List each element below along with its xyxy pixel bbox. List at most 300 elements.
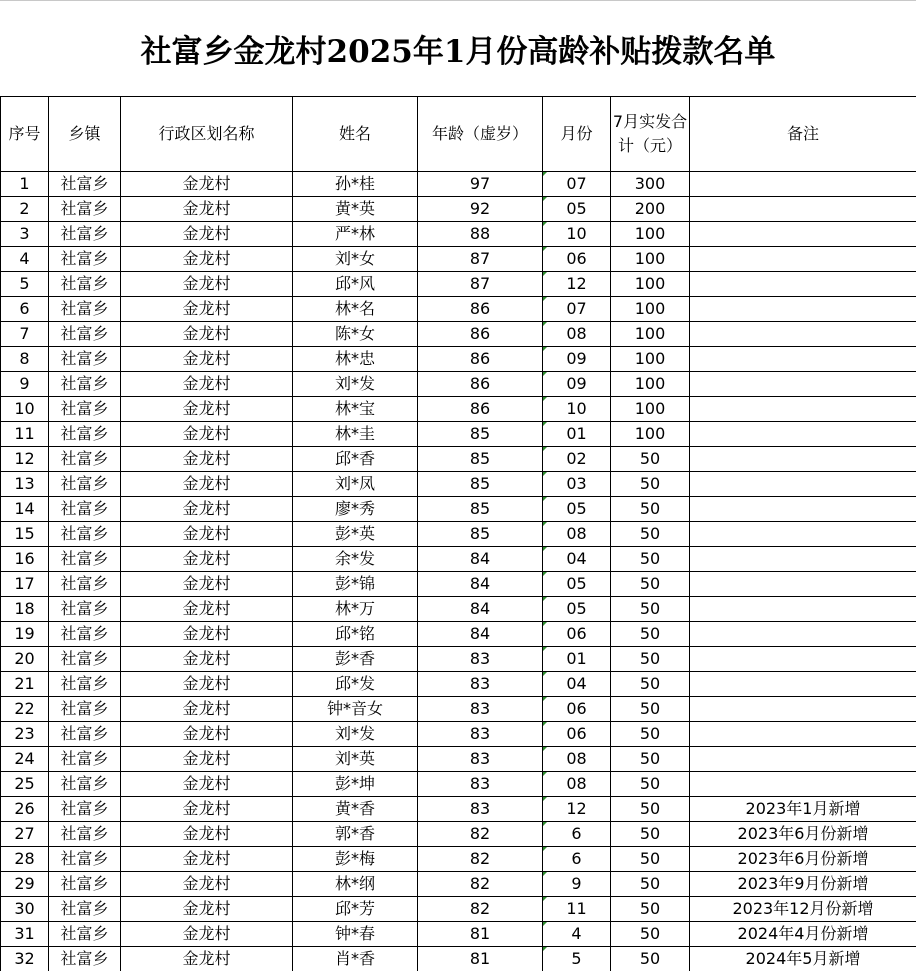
cell-district[interactable]: 金龙村 (121, 197, 293, 222)
table-row (1, 797, 916, 822)
cell-name[interactable]: 钟*春 (293, 922, 418, 947)
table-row (1, 872, 916, 897)
cell-name[interactable]: 林*圭 (293, 422, 418, 447)
cell-seq[interactable]: 28 (1, 847, 49, 872)
cell-district[interactable]: 金龙村 (121, 347, 293, 372)
cell-month[interactable]: 03 (543, 472, 611, 497)
cell-seq[interactable]: 27 (1, 822, 49, 847)
cell-seq[interactable]: 23 (1, 722, 49, 747)
cell-age[interactable]: 81 (418, 922, 543, 947)
cell-town[interactable]: 社富乡 (49, 697, 121, 722)
cell-month[interactable]: 9 (543, 872, 611, 897)
cell-month[interactable]: 05 (543, 572, 611, 597)
cell-town[interactable]: 社富乡 (49, 197, 121, 222)
cell-district[interactable]: 金龙村 (121, 872, 293, 897)
cell-age[interactable]: 83 (418, 672, 543, 697)
cell-amount[interactable]: 50 (611, 547, 690, 572)
cell-remark[interactable] (690, 422, 916, 447)
cell-age[interactable]: 85 (418, 472, 543, 497)
cell-district[interactable]: 金龙村 (121, 597, 293, 622)
cell-seq[interactable]: 11 (1, 422, 49, 447)
cell-amount[interactable]: 50 (611, 797, 690, 822)
cell-amount[interactable]: 50 (611, 522, 690, 547)
cell-month[interactable]: 4 (543, 922, 611, 947)
cell-name[interactable]: 郭*香 (293, 822, 418, 847)
cell-remark[interactable]: 2023年1月新增 (690, 797, 916, 822)
cell-age[interactable]: 83 (418, 722, 543, 747)
cell-remark[interactable] (690, 497, 916, 522)
cell-district[interactable]: 金龙村 (121, 422, 293, 447)
table-row (1, 472, 916, 497)
cell-remark[interactable] (690, 247, 916, 272)
cell-month[interactable]: 08 (543, 522, 611, 547)
cell-district[interactable]: 金龙村 (121, 547, 293, 572)
cell-amount[interactable]: 50 (611, 622, 690, 647)
table-row (1, 372, 916, 397)
cell-town[interactable]: 社富乡 (49, 597, 121, 622)
page-title: 社富乡金龙村2025年1月份高龄补贴拨款名单 (140, 33, 776, 70)
header-remark[interactable]: 备注 (690, 97, 916, 172)
cell-district[interactable]: 金龙村 (121, 697, 293, 722)
cell-name[interactable]: 肖*香 (293, 947, 418, 972)
cell-remark[interactable] (690, 372, 916, 397)
cell-age[interactable]: 97 (418, 172, 543, 197)
cell-seq[interactable]: 32 (1, 947, 49, 972)
cell-seq[interactable]: 14 (1, 497, 49, 522)
cell-month[interactable]: 05 (543, 197, 611, 222)
cell-district[interactable]: 金龙村 (121, 322, 293, 347)
cell-age[interactable]: 85 (418, 522, 543, 547)
cell-district[interactable]: 金龙村 (121, 797, 293, 822)
cell-remark[interactable] (690, 347, 916, 372)
cell-name[interactable]: 彭*坤 (293, 772, 418, 797)
cell-remark[interactable] (690, 572, 916, 597)
table-row (1, 422, 916, 447)
cell-district[interactable]: 金龙村 (121, 747, 293, 772)
cell-district[interactable]: 金龙村 (121, 297, 293, 322)
cell-town[interactable]: 社富乡 (49, 897, 121, 922)
cell-seq[interactable]: 25 (1, 772, 49, 797)
cell-remark[interactable] (690, 747, 916, 772)
cell-remark[interactable] (690, 472, 916, 497)
header-month[interactable]: 月份 (543, 97, 611, 172)
cell-town[interactable]: 社富乡 (49, 747, 121, 772)
cell-name[interactable]: 余*发 (293, 547, 418, 572)
cell-age[interactable]: 87 (418, 272, 543, 297)
cell-amount[interactable]: 50 (611, 922, 690, 947)
cell-age[interactable]: 85 (418, 422, 543, 447)
cell-seq[interactable]: 26 (1, 797, 49, 822)
cell-district[interactable]: 金龙村 (121, 397, 293, 422)
cell-month[interactable]: 01 (543, 422, 611, 447)
cell-amount[interactable]: 100 (611, 322, 690, 347)
cell-age[interactable]: 84 (418, 547, 543, 572)
cell-amount[interactable]: 50 (611, 572, 690, 597)
cell-seq[interactable]: 13 (1, 472, 49, 497)
cell-town[interactable]: 社富乡 (49, 672, 121, 697)
cell-seq[interactable]: 4 (1, 247, 49, 272)
cell-seq[interactable]: 2 (1, 197, 49, 222)
table-row (1, 272, 916, 297)
cell-seq[interactable]: 31 (1, 922, 49, 947)
table-row (1, 772, 916, 797)
cell-amount[interactable]: 50 (611, 497, 690, 522)
cell-town[interactable]: 社富乡 (49, 272, 121, 297)
cell-name[interactable]: 钟*音女 (293, 697, 418, 722)
cell-seq[interactable]: 3 (1, 222, 49, 247)
cell-town[interactable]: 社富乡 (49, 947, 121, 972)
cell-age[interactable]: 83 (418, 747, 543, 772)
cell-amount[interactable]: 50 (611, 647, 690, 672)
cell-month[interactable]: 6 (543, 847, 611, 872)
cell-amount[interactable]: 50 (611, 722, 690, 747)
cell-town[interactable]: 社富乡 (49, 297, 121, 322)
cell-town[interactable]: 社富乡 (49, 472, 121, 497)
cell-seq[interactable]: 24 (1, 747, 49, 772)
cell-month[interactable]: 06 (543, 722, 611, 747)
cell-remark[interactable] (690, 447, 916, 472)
header-name[interactable]: 姓名 (293, 97, 418, 172)
cell-remark[interactable]: 2023年6月份新增 (690, 847, 916, 872)
cell-age[interactable]: 84 (418, 597, 543, 622)
cell-name[interactable]: 刘*凤 (293, 472, 418, 497)
cell-name[interactable]: 林*名 (293, 297, 418, 322)
cell-district[interactable]: 金龙村 (121, 172, 293, 197)
cell-amount[interactable]: 50 (611, 822, 690, 847)
cell-seq[interactable]: 19 (1, 622, 49, 647)
cell-name[interactable]: 刘*女 (293, 247, 418, 272)
cell-age[interactable]: 85 (418, 497, 543, 522)
cell-name[interactable]: 刘*发 (293, 372, 418, 397)
cell-age[interactable]: 86 (418, 372, 543, 397)
cell-seq[interactable]: 15 (1, 522, 49, 547)
cell-month[interactable]: 01 (543, 647, 611, 672)
table-row (1, 622, 916, 647)
cell-town[interactable]: 社富乡 (49, 322, 121, 347)
cell-amount[interactable]: 50 (611, 697, 690, 722)
cell-remark[interactable] (690, 322, 916, 347)
cell-district[interactable]: 金龙村 (121, 722, 293, 747)
cell-name[interactable]: 彭*梅 (293, 847, 418, 872)
header-seq[interactable]: 序号 (1, 97, 49, 172)
cell-age[interactable]: 86 (418, 397, 543, 422)
cell-month[interactable]: 08 (543, 772, 611, 797)
cell-month[interactable]: 05 (543, 497, 611, 522)
cell-month[interactable]: 10 (543, 222, 611, 247)
cell-town[interactable]: 社富乡 (49, 397, 121, 422)
cell-town[interactable]: 社富乡 (49, 522, 121, 547)
cell-month[interactable]: 05 (543, 597, 611, 622)
table-row (1, 672, 916, 697)
table-row (1, 747, 916, 772)
cell-district[interactable]: 金龙村 (121, 822, 293, 847)
cell-amount[interactable]: 50 (611, 772, 690, 797)
cell-seq[interactable]: 18 (1, 597, 49, 622)
cell-month[interactable]: 04 (543, 672, 611, 697)
cell-remark[interactable] (690, 297, 916, 322)
cell-age[interactable]: 85 (418, 447, 543, 472)
cell-remark[interactable] (690, 647, 916, 672)
cell-district[interactable]: 金龙村 (121, 222, 293, 247)
cell-month[interactable]: 09 (543, 347, 611, 372)
header-amount[interactable]: 7月实发合计（元） (611, 97, 690, 172)
cell-district[interactable]: 金龙村 (121, 772, 293, 797)
cell-town[interactable]: 社富乡 (49, 822, 121, 847)
cell-name[interactable]: 邱*香 (293, 447, 418, 472)
cell-name[interactable]: 邱*风 (293, 272, 418, 297)
cell-month[interactable]: 06 (543, 697, 611, 722)
table-row (1, 347, 916, 372)
cell-seq[interactable]: 8 (1, 347, 49, 372)
header-district[interactable]: 行政区划名称 (121, 97, 293, 172)
cell-name[interactable]: 邱*发 (293, 672, 418, 697)
table-row (1, 397, 916, 422)
cell-amount[interactable]: 200 (611, 197, 690, 222)
cell-amount[interactable]: 100 (611, 272, 690, 297)
cell-month[interactable]: 06 (543, 247, 611, 272)
cell-remark[interactable] (690, 622, 916, 647)
table-body (1, 172, 916, 972)
table-row (1, 547, 916, 572)
cell-amount[interactable]: 50 (611, 747, 690, 772)
cell-remark[interactable] (690, 772, 916, 797)
cell-town[interactable]: 社富乡 (49, 572, 121, 597)
table-row (1, 897, 916, 922)
cell-town[interactable]: 社富乡 (49, 222, 121, 247)
cell-town[interactable]: 社富乡 (49, 722, 121, 747)
cell-district[interactable]: 金龙村 (121, 497, 293, 522)
cell-month[interactable]: 08 (543, 322, 611, 347)
cell-month[interactable]: 07 (543, 172, 611, 197)
cell-district[interactable]: 金龙村 (121, 372, 293, 397)
cell-district[interactable]: 金龙村 (121, 572, 293, 597)
cell-seq[interactable]: 9 (1, 372, 49, 397)
header-age[interactable]: 年龄（虚岁） (418, 97, 543, 172)
cell-amount[interactable]: 100 (611, 222, 690, 247)
cell-age[interactable]: 82 (418, 872, 543, 897)
cell-town[interactable]: 社富乡 (49, 622, 121, 647)
table-row (1, 197, 916, 222)
table-row (1, 572, 916, 597)
cell-month[interactable]: 11 (543, 897, 611, 922)
cell-district[interactable]: 金龙村 (121, 647, 293, 672)
cell-seq[interactable]: 12 (1, 447, 49, 472)
cell-remark[interactable]: 2023年9月份新增 (690, 872, 916, 897)
cell-amount[interactable]: 100 (611, 422, 690, 447)
cell-month[interactable]: 08 (543, 747, 611, 772)
cell-name[interactable]: 林*忠 (293, 347, 418, 372)
table-row (1, 247, 916, 272)
cell-amount[interactable]: 50 (611, 447, 690, 472)
cell-district[interactable]: 金龙村 (121, 247, 293, 272)
table-row (1, 322, 916, 347)
cell-town[interactable]: 社富乡 (49, 422, 121, 447)
table-row (1, 697, 916, 722)
cell-month[interactable]: 06 (543, 622, 611, 647)
table-row (1, 222, 916, 247)
cell-name[interactable]: 黄*英 (293, 197, 418, 222)
cell-seq[interactable]: 16 (1, 547, 49, 572)
header-town[interactable]: 乡镇 (49, 97, 121, 172)
cell-town[interactable]: 社富乡 (49, 797, 121, 822)
cell-age[interactable]: 88 (418, 222, 543, 247)
cell-town[interactable]: 社富乡 (49, 772, 121, 797)
cell-age[interactable]: 82 (418, 847, 543, 872)
cell-town[interactable]: 社富乡 (49, 847, 121, 872)
cell-remark[interactable]: 2024年4月份新增 (690, 922, 916, 947)
table-row (1, 597, 916, 622)
cell-month[interactable]: 12 (543, 272, 611, 297)
cell-age[interactable]: 86 (418, 297, 543, 322)
cell-seq[interactable]: 21 (1, 672, 49, 697)
cell-name[interactable]: 彭*英 (293, 522, 418, 547)
cell-name[interactable]: 严*林 (293, 222, 418, 247)
cell-town[interactable]: 社富乡 (49, 447, 121, 472)
cell-seq[interactable]: 22 (1, 697, 49, 722)
cell-name[interactable]: 林*宝 (293, 397, 418, 422)
cell-remark[interactable]: 2023年12月份新增 (690, 897, 916, 922)
cell-amount[interactable]: 50 (611, 947, 690, 972)
cell-town[interactable]: 社富乡 (49, 547, 121, 572)
cell-age[interactable]: 81 (418, 947, 543, 972)
cell-remark[interactable] (690, 722, 916, 747)
cell-town[interactable]: 社富乡 (49, 922, 121, 947)
cell-age[interactable]: 82 (418, 822, 543, 847)
cell-name[interactable]: 彭*锦 (293, 572, 418, 597)
cell-remark[interactable]: 2023年6月份新增 (690, 822, 916, 847)
cell-amount[interactable]: 50 (611, 872, 690, 897)
cell-name[interactable]: 陈*女 (293, 322, 418, 347)
cell-name[interactable]: 林*万 (293, 597, 418, 622)
cell-remark[interactable] (690, 222, 916, 247)
cell-district[interactable]: 金龙村 (121, 672, 293, 697)
table-row (1, 172, 916, 197)
cell-name[interactable]: 黄*香 (293, 797, 418, 822)
cell-age[interactable]: 83 (418, 797, 543, 822)
table-row (1, 947, 916, 972)
cell-name[interactable]: 刘*英 (293, 747, 418, 772)
cell-month[interactable]: 10 (543, 397, 611, 422)
cell-amount[interactable]: 100 (611, 247, 690, 272)
cell-amount[interactable]: 50 (611, 847, 690, 872)
cell-town[interactable]: 社富乡 (49, 647, 121, 672)
cell-age[interactable]: 83 (418, 647, 543, 672)
table-row (1, 922, 916, 947)
cell-town[interactable]: 社富乡 (49, 497, 121, 522)
table-row (1, 297, 916, 322)
cell-district[interactable]: 金龙村 (121, 847, 293, 872)
cell-name[interactable]: 刘*发 (293, 722, 418, 747)
cell-town[interactable]: 社富乡 (49, 372, 121, 397)
cell-district[interactable]: 金龙村 (121, 272, 293, 297)
cell-amount[interactable]: 50 (611, 672, 690, 697)
cell-remark[interactable] (690, 172, 916, 197)
cell-remark[interactable] (690, 697, 916, 722)
cell-seq[interactable]: 5 (1, 272, 49, 297)
cell-name[interactable]: 邱*芳 (293, 897, 418, 922)
cell-name[interactable]: 邱*铭 (293, 622, 418, 647)
cell-district[interactable]: 金龙村 (121, 922, 293, 947)
cell-remark[interactable] (690, 397, 916, 422)
cell-month[interactable]: 02 (543, 447, 611, 472)
cell-month[interactable]: 6 (543, 822, 611, 847)
cell-remark[interactable] (690, 547, 916, 572)
table-row (1, 647, 916, 672)
cell-remark[interactable]: 2024年5月新增 (690, 947, 916, 972)
table-row (1, 522, 916, 547)
cell-seq[interactable]: 10 (1, 397, 49, 422)
cell-amount[interactable]: 300 (611, 172, 690, 197)
cell-seq[interactable]: 20 (1, 647, 49, 672)
table-row (1, 847, 916, 872)
cell-age[interactable]: 84 (418, 622, 543, 647)
table-row (1, 722, 916, 747)
table-row (1, 497, 916, 522)
cell-remark[interactable] (690, 197, 916, 222)
cell-town[interactable]: 社富乡 (49, 347, 121, 372)
header-row (1, 97, 916, 172)
cell-seq[interactable]: 7 (1, 322, 49, 347)
cell-amount[interactable]: 100 (611, 397, 690, 422)
cell-town[interactable]: 社富乡 (49, 172, 121, 197)
cell-name[interactable]: 彭*香 (293, 647, 418, 672)
cell-seq[interactable]: 6 (1, 297, 49, 322)
cell-amount[interactable]: 100 (611, 297, 690, 322)
cell-name[interactable]: 孙*桂 (293, 172, 418, 197)
cell-district[interactable]: 金龙村 (121, 522, 293, 547)
cell-seq[interactable]: 30 (1, 897, 49, 922)
cell-remark[interactable] (690, 522, 916, 547)
cell-district[interactable]: 金龙村 (121, 447, 293, 472)
subsidy-table (0, 96, 916, 971)
cell-month[interactable]: 09 (543, 372, 611, 397)
cell-age[interactable]: 86 (418, 322, 543, 347)
cell-remark[interactable] (690, 272, 916, 297)
cell-district[interactable]: 金龙村 (121, 622, 293, 647)
cell-age[interactable]: 87 (418, 247, 543, 272)
cell-age[interactable]: 84 (418, 572, 543, 597)
cell-amount[interactable]: 50 (611, 597, 690, 622)
cell-amount[interactable]: 100 (611, 347, 690, 372)
cell-district[interactable]: 金龙村 (121, 472, 293, 497)
cell-town[interactable]: 社富乡 (49, 872, 121, 897)
cell-remark[interactable] (690, 672, 916, 697)
cell-month[interactable]: 12 (543, 797, 611, 822)
cell-age[interactable]: 86 (418, 347, 543, 372)
cell-age[interactable]: 82 (418, 897, 543, 922)
table-row (1, 447, 916, 472)
table-row (1, 822, 916, 847)
cell-name[interactable]: 林*纲 (293, 872, 418, 897)
cell-seq[interactable]: 29 (1, 872, 49, 897)
cell-district[interactable]: 金龙村 (121, 897, 293, 922)
cell-amount[interactable]: 100 (611, 372, 690, 397)
cell-age[interactable]: 83 (418, 697, 543, 722)
cell-age[interactable]: 92 (418, 197, 543, 222)
cell-name[interactable]: 廖*秀 (293, 497, 418, 522)
cell-age[interactable]: 83 (418, 772, 543, 797)
cell-month[interactable]: 5 (543, 947, 611, 972)
cell-town[interactable]: 社富乡 (49, 247, 121, 272)
cell-month[interactable]: 07 (543, 297, 611, 322)
cell-seq[interactable]: 17 (1, 572, 49, 597)
cell-remark[interactable] (690, 597, 916, 622)
cell-amount[interactable]: 50 (611, 472, 690, 497)
cell-month[interactable]: 04 (543, 547, 611, 572)
cell-district[interactable]: 金龙村 (121, 947, 293, 972)
cell-seq[interactable]: 1 (1, 172, 49, 197)
cell-amount[interactable]: 50 (611, 897, 690, 922)
